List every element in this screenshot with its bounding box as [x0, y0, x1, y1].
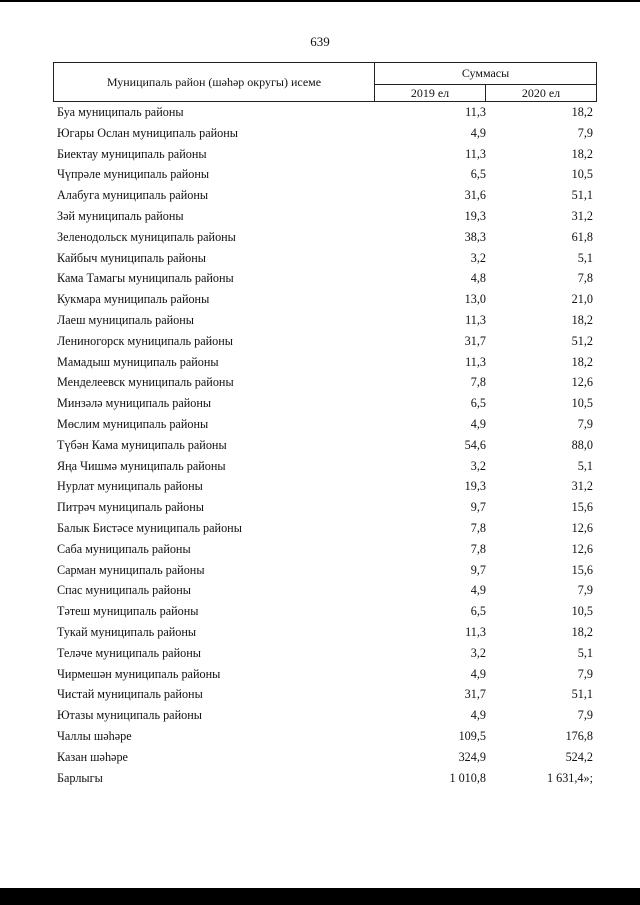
row-value-2019: 7,8 — [470, 541, 486, 556]
row-value-2020: 10,5 — [571, 167, 593, 182]
row-value-2020: 18,2 — [571, 105, 593, 119]
row-name: Спас муниципаль районы — [57, 583, 191, 598]
row-name: Чаллы шәһәре — [57, 728, 132, 743]
row-value-2019: 1 010,8 — [449, 770, 486, 785]
row-name: Ютазы муниципаль районы — [57, 708, 202, 723]
row-value-2020: 7,8 — [577, 271, 593, 286]
row-value-2020: 10,5 — [571, 604, 593, 619]
row-value-2020: 18,2 — [571, 312, 593, 327]
row-value-2020: 7,9 — [577, 708, 593, 723]
table-row — [57, 706, 593, 727]
table-row — [57, 748, 593, 769]
row-value-2019: 11,3 — [465, 105, 486, 119]
table-row — [57, 477, 593, 498]
table-row — [57, 103, 593, 124]
table-row — [57, 436, 593, 457]
table-row — [57, 249, 593, 270]
row-name: Буа муниципаль районы — [57, 105, 184, 119]
row-name: Менделеевск муниципаль районы — [57, 375, 234, 390]
scan-top-edge — [0, 0, 640, 2]
row-value-2019: 6,5 — [470, 167, 486, 182]
row-value-2020: 18,2 — [571, 146, 593, 161]
row-value-2020: 7,9 — [577, 583, 593, 598]
row-name: Тәтеш муниципаль районы — [57, 604, 199, 619]
row-value-2020: 1 631,4»; — [546, 770, 593, 785]
row-value-2019: 6,5 — [470, 604, 486, 619]
row-value-2020: 5,1 — [577, 250, 593, 265]
table-row — [57, 540, 593, 561]
table-header — [53, 62, 597, 102]
row-name: Мөслим муниципаль районы — [57, 416, 209, 431]
row-value-2020: 12,6 — [571, 375, 593, 390]
table-row — [57, 561, 593, 582]
row-name: Түбән Кама муниципаль районы — [57, 437, 227, 452]
row-value-2020: 18,2 — [571, 354, 593, 369]
row-name: Кайбыч муниципаль районы — [57, 250, 206, 265]
row-value-2020: 5,1 — [577, 458, 593, 473]
row-name: Кукмара муниципаль районы — [57, 292, 210, 307]
table-row — [57, 228, 593, 249]
row-name: Биектау муниципаль районы — [57, 146, 207, 161]
row-name: Нурлат муниципаль районы — [57, 479, 203, 494]
table-row — [57, 498, 593, 519]
table-row — [57, 269, 593, 290]
row-value-2019: 9,7 — [470, 500, 486, 515]
row-value-2020: 7,9 — [577, 416, 593, 431]
row-value-2019: 3,2 — [470, 250, 486, 265]
row-name: Мамадыш муниципаль районы — [57, 354, 219, 369]
table-row — [57, 186, 593, 207]
row-value-2019: 11,3 — [465, 146, 486, 161]
row-value-2020: 31,2 — [571, 479, 593, 494]
table-row — [57, 311, 593, 332]
row-value-2020: 12,6 — [571, 541, 593, 556]
row-value-2020: 31,2 — [571, 208, 593, 223]
row-value-2019: 4,9 — [470, 583, 486, 598]
row-name: Казан шәһәре — [57, 749, 128, 764]
page-number: 639 — [310, 34, 330, 49]
table-row — [57, 415, 593, 436]
row-value-2019: 11,3 — [465, 624, 486, 639]
row-name: Сарман муниципаль районы — [57, 562, 205, 577]
row-name: Балык Бистәсе муниципаль районы — [57, 520, 242, 535]
row-name: Теләче муниципаль районы — [57, 645, 201, 660]
row-value-2019: 11,3 — [465, 312, 486, 327]
row-name: Барлыгы — [57, 770, 103, 785]
row-value-2019: 4,9 — [470, 416, 486, 431]
row-name: Питрәч муниципаль районы — [57, 500, 204, 515]
row-value-2019: 6,5 — [470, 396, 486, 411]
table-row — [57, 207, 593, 228]
row-name: Кама Тамагы муниципаль районы — [57, 271, 234, 286]
row-name: Зәй муниципаль районы — [57, 208, 184, 223]
row-value-2019: 31,7 — [464, 687, 486, 702]
row-value-2020: 51,1 — [571, 687, 593, 702]
table-row — [57, 665, 593, 686]
row-value-2019: 324,9 — [458, 749, 486, 764]
table-row — [57, 165, 593, 186]
row-value-2019: 7,8 — [470, 375, 486, 390]
table-row — [57, 623, 593, 644]
row-value-2019: 54,6 — [464, 437, 486, 452]
row-value-2019: 4,9 — [470, 666, 486, 681]
row-name: Лаеш муниципаль районы — [57, 312, 194, 327]
header-sum-title: Суммасы — [375, 63, 596, 85]
row-name: Тукай муниципаль районы — [57, 624, 197, 639]
row-value-2019: 9,7 — [470, 562, 486, 577]
row-value-2019: 19,3 — [464, 479, 486, 494]
row-value-2020: 5,1 — [577, 645, 593, 660]
row-value-2020: 12,6 — [571, 520, 593, 535]
row-value-2020: 51,1 — [571, 188, 593, 203]
row-value-2019: 31,7 — [464, 333, 486, 348]
row-value-2019: 19,3 — [464, 208, 486, 223]
row-value-2019: 38,3 — [464, 229, 486, 244]
table-row — [57, 769, 593, 790]
row-value-2019: 11,3 — [465, 354, 486, 369]
row-value-2019: 109,5 — [458, 728, 486, 743]
row-value-2020: 51,2 — [571, 333, 593, 348]
row-name: Чистай муниципаль районы — [57, 687, 203, 702]
row-value-2020: 176,8 — [565, 728, 593, 743]
table-row — [57, 602, 593, 623]
row-value-2019: 13,0 — [464, 292, 486, 307]
row-name: Чирмешән муниципаль районы — [57, 666, 221, 681]
table-row — [57, 457, 593, 478]
row-value-2020: 15,6 — [571, 500, 593, 515]
header-year-2019: 2019 ел — [375, 85, 486, 101]
row-value-2019: 4,9 — [470, 708, 486, 723]
row-value-2019: 4,8 — [470, 271, 486, 286]
row-name: Минзәлә муниципаль районы — [57, 396, 212, 411]
row-name: Лениногорск муниципаль районы — [57, 333, 233, 348]
row-value-2020: 15,6 — [571, 562, 593, 577]
table-row — [57, 519, 593, 540]
row-value-2019: 3,2 — [470, 458, 486, 473]
table-row — [57, 394, 593, 415]
table-row — [57, 727, 593, 748]
row-value-2019: 4,9 — [470, 125, 486, 140]
row-value-2020: 18,2 — [571, 624, 593, 639]
row-value-2019: 7,8 — [470, 520, 486, 535]
row-name: Яңа Чишмә муниципаль районы — [57, 458, 226, 473]
header-year-2020: 2020 ел — [521, 85, 561, 100]
row-name: Югары Ослан муниципаль районы — [57, 125, 238, 140]
table-row — [57, 124, 593, 145]
row-value-2020: 7,9 — [577, 125, 593, 140]
row-name: Чүпрәле муниципаль районы — [57, 167, 210, 182]
row-value-2020: 21,0 — [571, 292, 593, 307]
table-row — [57, 332, 593, 353]
table-row — [57, 685, 593, 706]
row-value-2020: 61,8 — [571, 229, 593, 244]
row-name: Алабуга муниципаль районы — [57, 188, 209, 203]
table-body — [57, 103, 593, 789]
table-row — [57, 290, 593, 311]
scan-bottom-band — [0, 888, 640, 905]
table-row — [57, 644, 593, 665]
row-value-2020: 88,0 — [571, 437, 593, 452]
row-value-2019: 3,2 — [470, 645, 486, 660]
header-name-column: Муниципаль район (шәһәр округы) исеме — [54, 63, 375, 101]
row-value-2020: 10,5 — [571, 396, 593, 411]
row-value-2020: 7,9 — [577, 666, 593, 681]
table-row — [57, 373, 593, 394]
table-row — [57, 353, 593, 374]
row-name: Саба муниципаль районы — [57, 541, 191, 556]
table-row — [57, 145, 593, 166]
row-value-2020: 524,2 — [565, 749, 593, 764]
row-name: Зеленодольск муниципаль районы — [57, 229, 236, 244]
row-value-2019: 31,6 — [464, 188, 486, 203]
table-row — [57, 581, 593, 602]
